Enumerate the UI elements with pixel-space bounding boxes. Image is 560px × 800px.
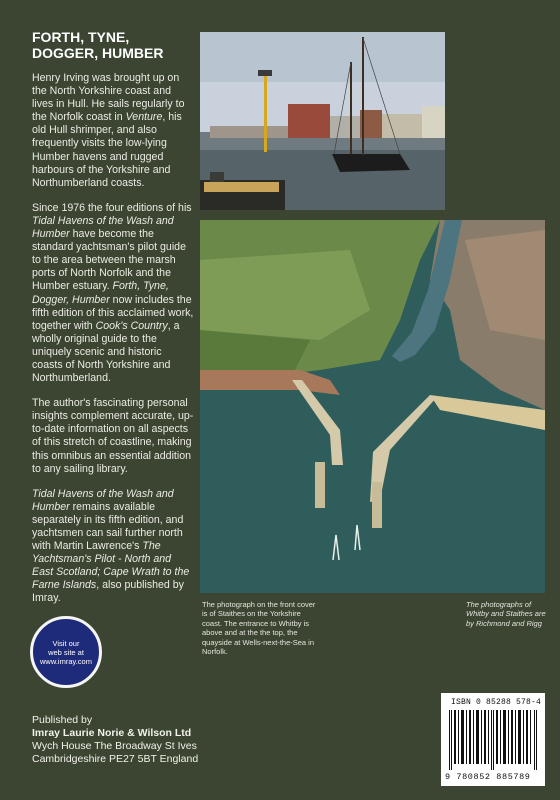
photo-credit: The photographs of Whitby and Staithes are by Richmond and Rigg	[466, 600, 546, 628]
book-title: Cook's Country	[95, 319, 168, 332]
website-badge[interactable]: Visit our web site at www.imray.com	[30, 616, 102, 688]
publisher-name: Imray Laurie Norie & Wilson Ltd	[32, 727, 192, 739]
book-title: Tidal Havens of the Wash and Humber	[32, 487, 174, 513]
publisher-info: Published by Imray Laurie Norie & Wilson Ltd Wych House The Broadway St Ives Cambridgeshire PE27 5BT England	[32, 714, 262, 766]
boat-name: Venture	[125, 111, 163, 124]
whitby-aerial-photo	[200, 220, 545, 593]
isbn-label: ISBN 0 85288 578-4	[451, 698, 542, 707]
paragraph-history: Since 1976 the four editions of his Tidal Havens of the Wash and Humber have become the standard yachtsman's pilot guide to the area between the marsh ports of North Norfolk and the Humber estuary. Forth, Tyne, Dogger, Humber now includes the fifth edition of this acclaimed work, together with Cook's Country, a wholly original guide to the uniquely scenic and historic coasts of North Yorkshire and Northumberland.	[32, 201, 194, 385]
book-title: The Yachtsman's Pilot - North and East Scotland; Cape Wrath to the Farne Islands	[32, 540, 190, 592]
blurb	[32, 72, 194, 618]
book-title: Forth, Tyne, Dogger, Humber	[32, 280, 169, 306]
quayside-photo	[200, 32, 445, 210]
website-link[interactable]: www.imray.com	[40, 656, 92, 666]
barcode-icon	[449, 710, 537, 770]
isbn-digits: 9 780852 885789	[445, 772, 531, 782]
paragraph-insights: The author's fascinating personal insights complement accurate, up-to-date information on all aspects of this stretch of coastline, making this omnibus an essential addition to any sailing library.	[32, 397, 194, 475]
page-title: FORTH, TYNE, DOGGER, HUMBER	[32, 29, 164, 61]
isbn-barcode-block	[441, 693, 545, 786]
photo-caption: The photograph on the front cover is of Staithes on the Yorkshire coast. The entrance to Whitby is above and at the the top, the quayside at Wells-next-the-Sea in Norfolk.	[202, 600, 316, 657]
paragraph-related: Tidal Havens of the Wash and Humber remains available separately in its fifth edition, and yachtsmen can sail further north with Martin Lawrence's The Yachtsman's Pilot - North and East Scotland; Cape Wrath to the Farne Islands, also published by Imray.	[32, 487, 190, 605]
book-title: Tidal Havens of the Wash and Humber	[32, 214, 174, 241]
paragraph-author: Henry Irving was brought up on the North Yorkshire coast and lives in Hull. He sails regularly to the Norfolk coast in Venture, his old Hull shrimper, and also frequently visits the low-lying Humber havens and rugged harbours of the Yorkshire and Northumberland coasts.	[32, 72, 185, 189]
